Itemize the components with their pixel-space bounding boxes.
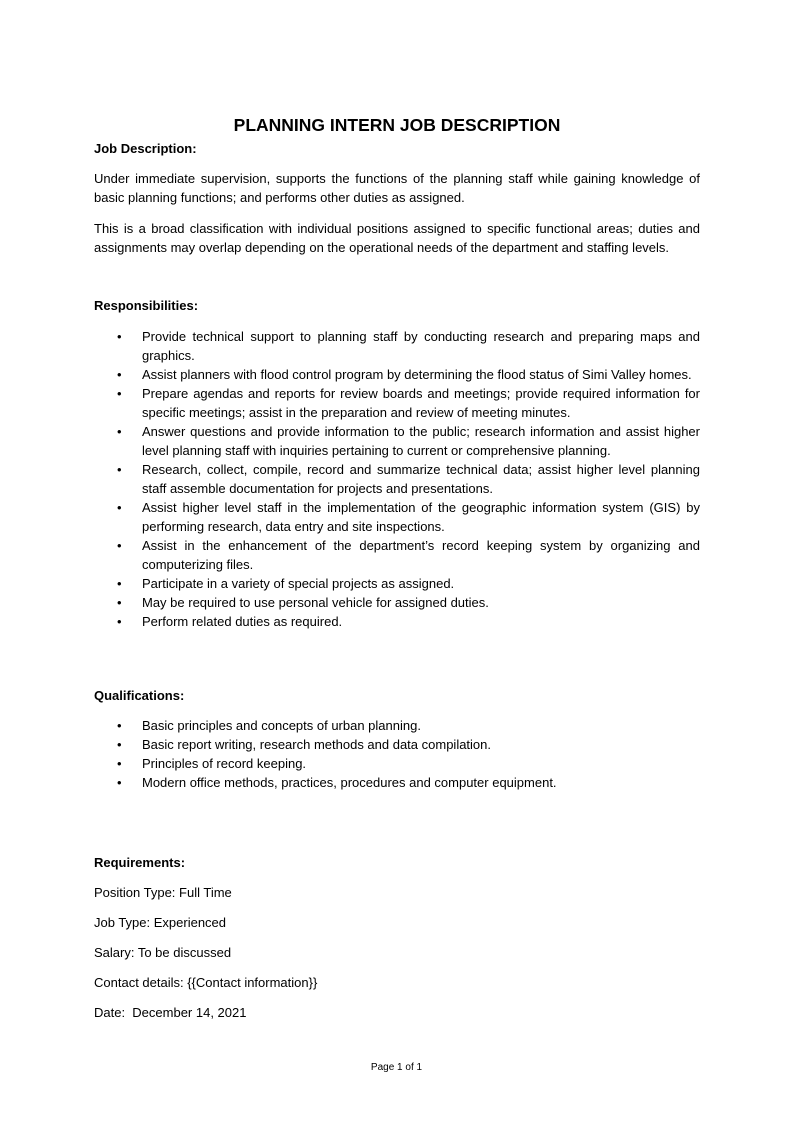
requirements-heading: Requirements: xyxy=(94,855,186,870)
list-item xyxy=(94,773,700,792)
qualifications-heading: Qualifications: xyxy=(94,688,185,703)
bullet-icon: • xyxy=(117,775,122,790)
list-item-text: Answer questions and provide information to the public; research information and assist higher level planning staff with inquiries pertaining to current or comprehensive planning. xyxy=(142,424,700,458)
list-item-text: May be required to use personal vehicle for assigned duties. xyxy=(142,595,489,610)
bullet-icon: • xyxy=(117,367,122,382)
list-item-text: Provide technical support to planning staff by conducting research and preparing maps and graphics. xyxy=(142,329,700,363)
list-item xyxy=(94,460,700,498)
list-item-text: Perform related duties as required. xyxy=(142,614,343,629)
list-item xyxy=(94,384,700,422)
bullet-icon: • xyxy=(117,424,122,439)
list-item-text: Principles of record keeping. xyxy=(142,756,307,771)
bullet-icon: • xyxy=(117,500,122,515)
list-item-text: Assist in the enhancement of the department’s record keeping system by organizing and computerizing files. xyxy=(142,538,700,572)
bullet-icon: • xyxy=(117,386,122,401)
bullet-icon: • xyxy=(117,614,122,629)
bullet-icon: • xyxy=(117,595,122,610)
list-item xyxy=(94,593,700,612)
list-item xyxy=(94,754,700,773)
list-item-text: Research, collect, compile, record and summarize technical data; assist higher level planning staff assemble documentation for projects and presentations. xyxy=(142,462,700,496)
list-item-text: Modern office methods, practices, procedures and computer equipment. xyxy=(142,775,557,790)
page-number: Page 1 of 1 xyxy=(370,1062,423,1073)
list-item-text: Basic report writing, research methods and data compilation. xyxy=(142,737,492,752)
bullet-icon: • xyxy=(117,329,122,344)
list-item xyxy=(94,735,700,754)
bullet-icon: • xyxy=(117,462,122,477)
responsibilities-heading: Responsibilities: xyxy=(94,298,199,313)
list-item xyxy=(94,716,700,735)
bullet-icon: • xyxy=(117,737,122,752)
list-item-text: Assist planners with flood control program by determining the flood status of Simi Valley homes. xyxy=(142,367,692,382)
bullet-icon: • xyxy=(117,576,122,591)
list-item xyxy=(94,612,700,631)
list-item-text: Participate in a variety of special projects as assigned. xyxy=(142,576,455,591)
list-item xyxy=(94,422,700,460)
list-item xyxy=(94,365,700,384)
job-type: Job Type: Experienced xyxy=(94,915,227,930)
date: Date: December 14, 2021 xyxy=(94,1005,247,1020)
responsibilities-list xyxy=(94,327,700,631)
list-item-text: Assist higher level staff in the implementation of the geographic information system (GIS) by performing research, data entry and site inspections. xyxy=(142,500,700,534)
list-item-text: Basic principles and concepts of urban planning. xyxy=(142,718,421,733)
job-description-heading: Job Description: xyxy=(94,141,197,156)
list-item-text: Prepare agendas and reports for review boards and meetings; provide required information for specific meetings; assist in the preparation and review of meeting minutes. xyxy=(142,386,700,420)
bullet-icon: • xyxy=(117,756,122,771)
job-description-paragraph-2: This is a broad classification with individual positions assigned to specific functional areas; duties and assignments may overlap depending on the operational needs of the department and staffing levels. xyxy=(94,221,700,255)
salary: Salary: To be discussed xyxy=(94,945,232,960)
position-type: Position Type: Full Time xyxy=(94,885,232,900)
list-item xyxy=(94,574,700,593)
bullet-icon: • xyxy=(117,718,122,733)
page-title: PLANNING INTERN JOB DESCRIPTION xyxy=(233,115,561,135)
list-item xyxy=(94,498,700,536)
contact-details: Contact details: {{Contact information}} xyxy=(94,975,318,990)
list-item xyxy=(94,327,700,365)
list-item xyxy=(94,536,700,574)
qualifications-list xyxy=(94,716,700,792)
job-description-paragraph-1: Under immediate supervision, supports the functions of the planning staff while gaining knowledge of basic planning functions; and performs other duties as assigned. xyxy=(94,171,700,205)
bullet-icon: • xyxy=(117,538,122,553)
